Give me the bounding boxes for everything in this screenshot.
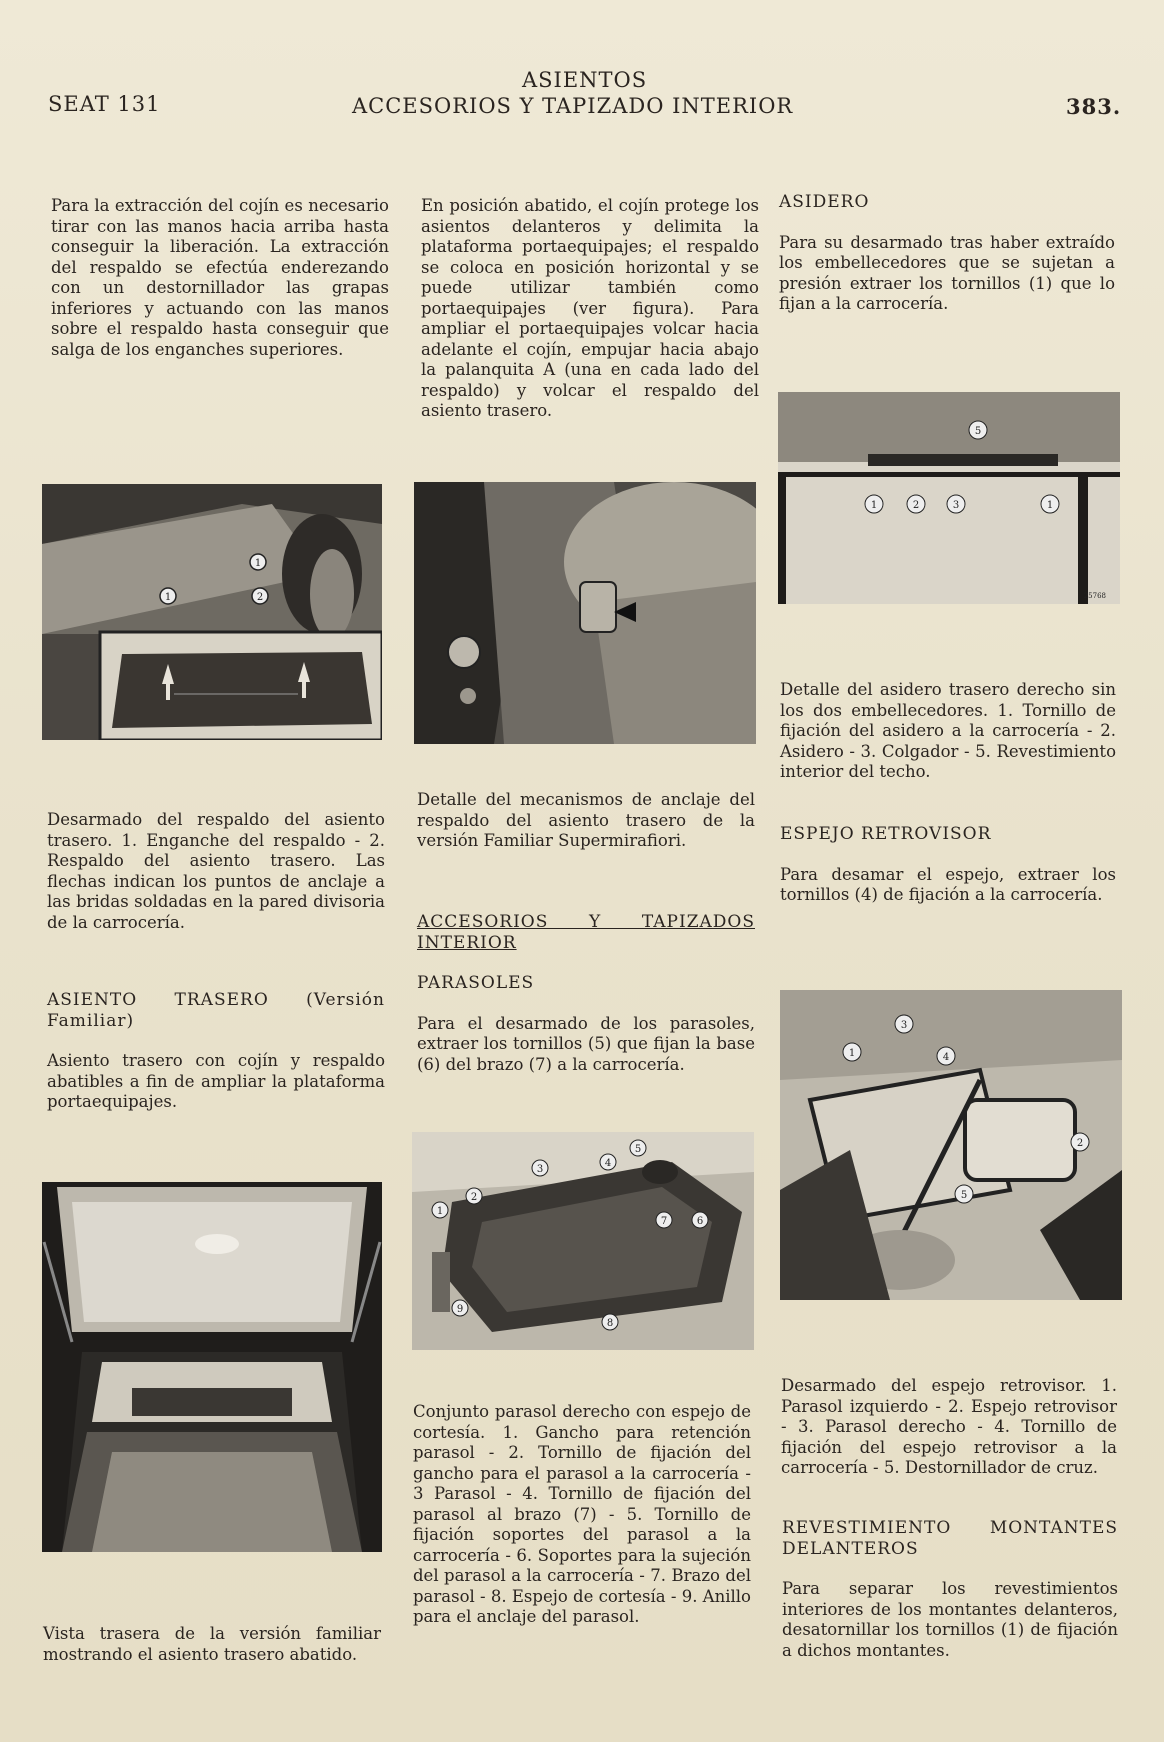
photo-rear-view-familiar: [42, 1182, 382, 1552]
photo-rearview-mirror: [780, 990, 1122, 1300]
col1-text-top: Para la extracción del cojín es necesario tirar con las manos hacia arriba hasta conseguir la liberación. La extracción del respaldo se efectúa enderezando con un destornillador las grapas inferiores y actuando con las manos sobre el respaldo hasta conseguir que salga de los enganches superiores.: [51, 196, 389, 359]
callout-1b: 1: [254, 558, 262, 569]
callout-2: 2: [256, 592, 264, 603]
col3-section1: ASIDERO Para su desarmado tras haber extraído los embellecedores que se sujetan a presión extraer los tornillos (1) que lo fijan a la carrocería.: [779, 192, 1115, 313]
callout-1: 1: [436, 1206, 444, 1217]
callout-2: 2: [1076, 1138, 1084, 1149]
col3-caption1: Detalle del asidero trasero derecho sin los dos embellecedores. 1. Tornillo de fijación del asidero a la carrocería - 2. Asidero - 3. Colgador - 5. Revestimiento interior del techo.: [780, 680, 1116, 781]
col3-section3: REVESTIMIENTO MONTANTES DELANTEROS Para separar los revestimientos interiores de los montantes delanteros, desatornillar los tornillos (1) de fijación a dichos montantes.: [782, 1518, 1118, 1660]
col2-text-top: En posición abatido, el cojín protege los asientos delanteros y delimita la plataforma portaequipajes; el respaldo se coloca en posición horizontal y se puede utilizar también como portaequipajes (ver figura). Para ampliar el portaequipajes volcar hacia adelante el cojín, empujar hacia abajo la palanquita A (una en cada lado del respaldo) y volcar el respaldo del asiento trasero.: [421, 196, 759, 420]
callout-5: 5: [974, 426, 982, 437]
callout-7: 7: [660, 1216, 668, 1227]
photo-sun-visor: [412, 1132, 754, 1350]
col1-section: ASIENTO TRASERO (Versión Familiar) Asiento trasero con cojín y respaldo abatibles a fin de ampliar la plataforma portaequipajes.: [47, 990, 385, 1111]
callout-3: 3: [536, 1164, 544, 1175]
callout-2: 2: [470, 1192, 478, 1203]
callout-1: 1: [164, 592, 172, 603]
callout-5: 5: [634, 1144, 642, 1155]
col2-caption1: Detalle del mecanismos de anclaje del respaldo del asiento trasero de la versión Familiar Supermirafiori.: [417, 790, 755, 850]
figure-code: 25768: [1083, 592, 1106, 600]
section-heading-parasoles: PARASOLES: [417, 973, 535, 993]
callout-1: 1: [870, 500, 878, 511]
col2-section: ACCESORIOS Y TAPIZADOS INTERIOR PARASOLES Para el desarmado de los parasoles, extraer los tornillos (5) que fijan la base (6) del brazo (7) a la carrocería.: [417, 912, 755, 1074]
page-number: 383.: [1066, 94, 1122, 119]
photo-anchor-mechanism: [414, 482, 756, 744]
callout-3: 3: [900, 1020, 908, 1031]
header-left: SEAT 131: [48, 92, 161, 116]
callout-4: 4: [604, 1158, 612, 1169]
photo-grab-handle: [778, 392, 1120, 604]
callout-4: 4: [942, 1052, 950, 1063]
col3-section2: ESPEJO RETROVISOR Para desamar el espejo, extraer los tornillos (4) de fijación a la carrocería.: [780, 824, 1116, 904]
col1-caption2: Vista trasera de la versión familiar mostrando el asiento trasero abatido.: [43, 1624, 381, 1664]
header-title-top: ASIENTOS: [522, 68, 648, 92]
col3-caption2: Desarmado del espejo retrovisor. 1. Parasol izquierdo - 2. Espejo retrovisor - 3. Parasol derecho - 4. Tornillo de fijación del espejo retrovisor a la carrocería - 5. Destornillador de cruz.: [781, 1376, 1117, 1477]
callout-8: 8: [606, 1318, 614, 1329]
section-heading-asidero: ASIDERO: [779, 192, 870, 212]
section-heading-espejo: ESPEJO RETROVISOR: [780, 824, 992, 844]
section-heading-asiento-trasero: ASIENTO TRASERO (Versión Familiar): [47, 990, 385, 1031]
header-title: ACCESORIOS Y TAPIZADO INTERIOR: [352, 94, 794, 118]
callout-9: 9: [456, 1304, 464, 1315]
col2-caption2: Conjunto parasol derecho con espejo de cortesía. 1. Gancho para retención parasol - 2. Tornillo de fijación del gancho para el parasol a la carrocería - 3 Parasol - 4. Tornillo de fijación del parasol al brazo (7) - 5. Tornillo de fijación soportes del parasol a la carrocería - 6. Soportes para la sujeción del parasol a la carrocería - 7. Brazo del parasol - 8. Espejo de cortesía - 9. Anillo para el anclaje del parasol.: [413, 1402, 751, 1626]
section-heading-revestimiento: REVESTIMIENTO MONTANTES DELANTEROS: [782, 1518, 1118, 1559]
callout-1c: 1: [1046, 500, 1054, 511]
callout-3: 3: [952, 500, 960, 511]
callout-2: 2: [912, 500, 920, 511]
callout-1: 1: [848, 1048, 856, 1059]
section-heading-accesorios: ACCESORIOS Y TAPIZADOS INTERIOR: [417, 912, 755, 953]
callout-6: 6: [696, 1216, 704, 1227]
photo-rear-seat-backrest: [42, 484, 382, 740]
callout-5: 5: [960, 1190, 968, 1201]
col1-caption1: Desarmado del respaldo del asiento trasero. 1. Enganche del respaldo - 2. Respaldo del asiento trasero. Las flechas indican los puntos de anclaje a las bridas soldadas en la pared divisoria de la carrocería.: [47, 810, 385, 932]
